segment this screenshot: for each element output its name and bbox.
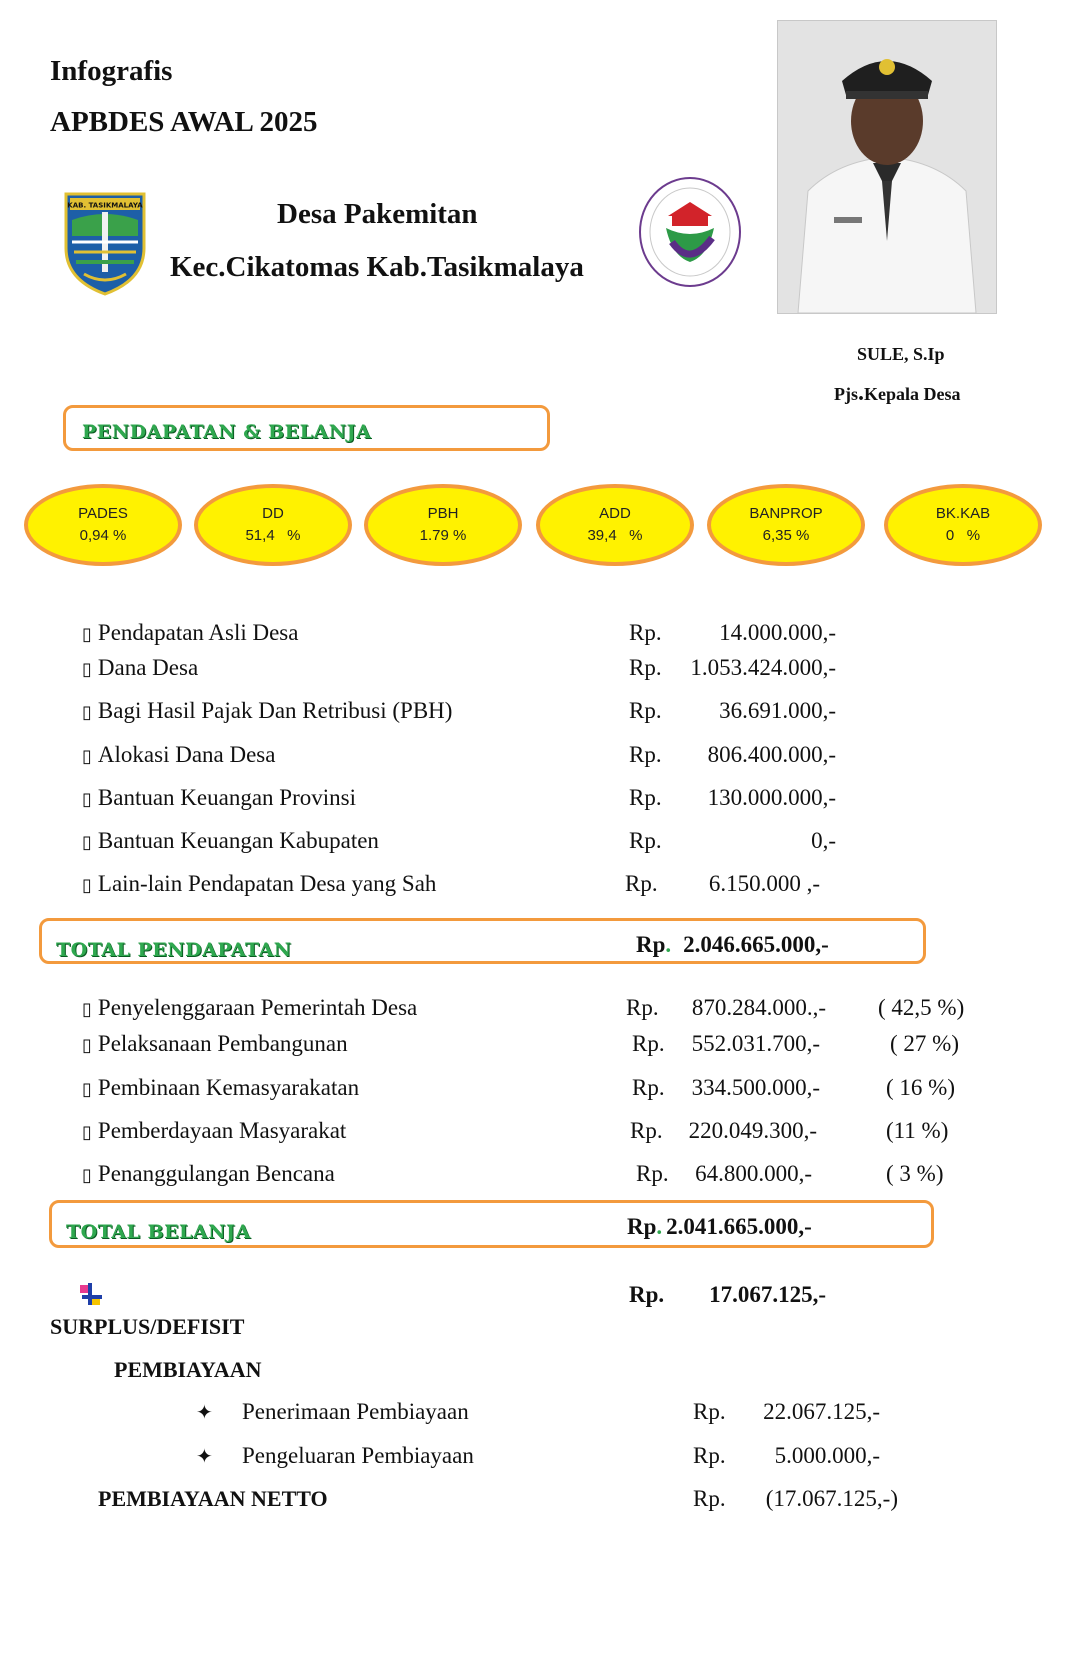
pill-label: BANPROP (749, 505, 823, 522)
logo-caption: KAB. TASIKMALAYA (67, 201, 143, 210)
pill-pades (24, 484, 182, 566)
belanja-amount: 64.800.000,- (695, 1161, 812, 1186)
kemendes-logo (638, 176, 742, 288)
kab-tasikmalaya-logo (62, 190, 148, 296)
star-icon: ✦ (196, 1444, 213, 1468)
belanja-amount: 220.049.300,- (688, 1118, 817, 1143)
district-name: Kec.Cikatomas Kab.Tasikmalaya (170, 251, 584, 283)
title-dot: . (858, 380, 864, 406)
official-photo (777, 20, 997, 314)
apbdes-title: APBDES AWAL 2025 (50, 106, 318, 138)
bullet-icon: ▯ (82, 746, 92, 767)
pembiayaan-item-amount: 5.000.000,- (774, 1443, 880, 1468)
pendapatan-rp: Rp. (629, 742, 662, 767)
bullet-icon: ▯ (82, 702, 92, 723)
pill-value: 1.79 % (419, 527, 467, 544)
pill-add (536, 484, 694, 566)
pendapatan-row-label: ▯ Dana Desa (82, 655, 199, 680)
pembiayaan-item-label: Pengeluaran Pembiayaan (242, 1443, 474, 1468)
pendapatan-amount: 130.000.000,- (707, 785, 836, 810)
belanja-pct: (11 %) (886, 1118, 949, 1143)
bullet-icon: ▯ (82, 789, 92, 810)
pendapatan-amount: 0,- (811, 828, 836, 853)
pendapatan-row-label: ▯ Pendapatan Asli Desa (82, 620, 299, 645)
village-name: Desa Pakemitan (277, 198, 478, 230)
title-rest: Kepala Desa (864, 384, 961, 404)
pill-value: 51,4 % (245, 527, 301, 544)
belanja-row-label: ▯ Pemberdayaan Masyarakat (82, 1118, 347, 1143)
pembiayaan-item-rp: Rp. (693, 1443, 726, 1468)
pendapatan-rp: Rp. (629, 620, 662, 645)
total-belanja-label: TOTAL BELANJA (66, 1221, 251, 1243)
belanja-amount: 334.500.000,- (691, 1075, 820, 1100)
infografis-title: Infografis (50, 55, 173, 87)
pendapatan-amount: 36.691.000,- (719, 698, 836, 723)
bullet-icon: ▯ (82, 1122, 92, 1143)
title-prefix: Pjs (834, 384, 858, 404)
belanja-rp: Rp. (636, 1161, 669, 1186)
total-belanja-value: Rp. 2.041.665.000,- (627, 1214, 812, 1239)
belanja-amount: 870.284.000.,- (691, 995, 826, 1020)
belanja-row-label: ▯ Pembinaan Kemasyarakatan (82, 1075, 360, 1100)
pill-value: 0,94 % (79, 527, 127, 544)
pendapatan-amount: 806.400.000,- (707, 742, 836, 767)
pendapatan-row-label: ▯ Bagi Hasil Pajak Dan Retribusi (PBH) (82, 698, 453, 723)
total-pendapatan-value: Rp. 2.046.665.000,- (636, 932, 829, 957)
star-icon: ✦ (196, 1400, 213, 1424)
belanja-row-label: ▯ Pelaksanaan Pembangunan (82, 1031, 348, 1056)
bullet-icon: ▯ (82, 1079, 92, 1100)
belanja-pct: ( 27 %) (890, 1031, 959, 1056)
pembiayaan-item-label: Penerimaan Pembiayaan (242, 1399, 469, 1424)
pembiayaan-netto-label: PEMBIAYAAN NETTO (98, 1486, 328, 1511)
pill-dd (194, 484, 352, 566)
pembiayaan-netto-amount: (17.067.125,-) (765, 1486, 898, 1511)
pill-label: DD (262, 505, 284, 522)
pill-label: BK.KAB (935, 505, 991, 522)
belanja-row-label: ▯ Penyelenggaraan Pemerintah Desa (82, 995, 418, 1020)
pendapatan-row-label: ▯ Bantuan Keuangan Kabupaten (82, 828, 379, 853)
belanja-rp: Rp. (630, 1118, 663, 1143)
section-box-pendapatan-belanja (63, 405, 550, 451)
pembiayaan-heading: PEMBIAYAAN (114, 1357, 262, 1382)
pill-label: PBH (427, 505, 459, 522)
pendapatan-rp: Rp. (625, 871, 658, 896)
pendapatan-row-label: ▯ Alokasi Dana Desa (82, 742, 276, 767)
green-dot: . (656, 1214, 663, 1239)
surplus-rp: Rp. (629, 1282, 665, 1307)
total-pendapatan-label: TOTAL PENDAPATAN (56, 939, 292, 961)
bullet-icon: ▯ (82, 999, 92, 1020)
belanja-rp: Rp. (632, 1075, 665, 1100)
pill-value: 39,4 % (587, 527, 643, 544)
pendapatan-rp: Rp. (629, 698, 662, 723)
bullet-icon: ▯ (82, 659, 92, 680)
pendapatan-amount: 6.150.000 ,- (708, 871, 820, 896)
bullet-icon: ▯ (82, 624, 92, 645)
belanja-amount: 552.031.700,- (691, 1031, 820, 1056)
pill-label: PADES (78, 505, 128, 522)
pendapatan-amount: 14.000.000,- (719, 620, 836, 645)
green-dot: . (665, 932, 672, 957)
pendapatan-row-label: ▯ Lain-lain Pendapatan Desa yang Sah (82, 871, 437, 896)
official-name: SULE, S.Ip (857, 344, 945, 364)
pill-value: 0 % (945, 527, 981, 544)
belanja-rp: Rp. (632, 1031, 665, 1056)
pill-bk-kab (884, 484, 1042, 566)
bullet-icon: ▯ (82, 1165, 92, 1186)
pendapatan-amount: 1.053.424.000,- (690, 655, 836, 680)
pendapatan-rp: Rp. (629, 785, 662, 810)
belanja-pct: ( 3 %) (886, 1161, 944, 1186)
pembiayaan-item-amount: 22.067.125,- (763, 1399, 880, 1424)
surplus-label: SURPLUS/DEFISIT (50, 1314, 245, 1339)
belanja-pct: ( 42,5 %) (878, 995, 965, 1020)
pendapatan-row-label: ▯ Bantuan Keuangan Provinsi (82, 785, 356, 810)
pill-value: 6,35 % (762, 527, 810, 544)
pendapatan-rp: Rp. (629, 655, 662, 680)
pill-banprop (707, 484, 865, 566)
surplus-icon (80, 1283, 102, 1305)
belanja-rp: Rp. (626, 995, 659, 1020)
bullet-icon: ▯ (82, 832, 92, 853)
pill-label: ADD (599, 505, 631, 522)
bullet-icon: ▯ (82, 1035, 92, 1056)
pill-pbh (364, 484, 522, 566)
pembiayaan-item-rp: Rp. (693, 1399, 726, 1424)
official-title (834, 380, 961, 407)
belanja-pct: ( 16 %) (886, 1075, 955, 1100)
pendapatan-rp: Rp. (629, 828, 662, 853)
pembiayaan-netto-rp: Rp. (693, 1486, 726, 1511)
bullet-icon: ▯ (82, 875, 92, 896)
belanja-row-label: ▯ Penanggulangan Bencana (82, 1161, 335, 1186)
surplus-amount: 17.067.125,- (709, 1282, 826, 1307)
section-label: PENDAPATAN & BELANJA (82, 421, 372, 443)
